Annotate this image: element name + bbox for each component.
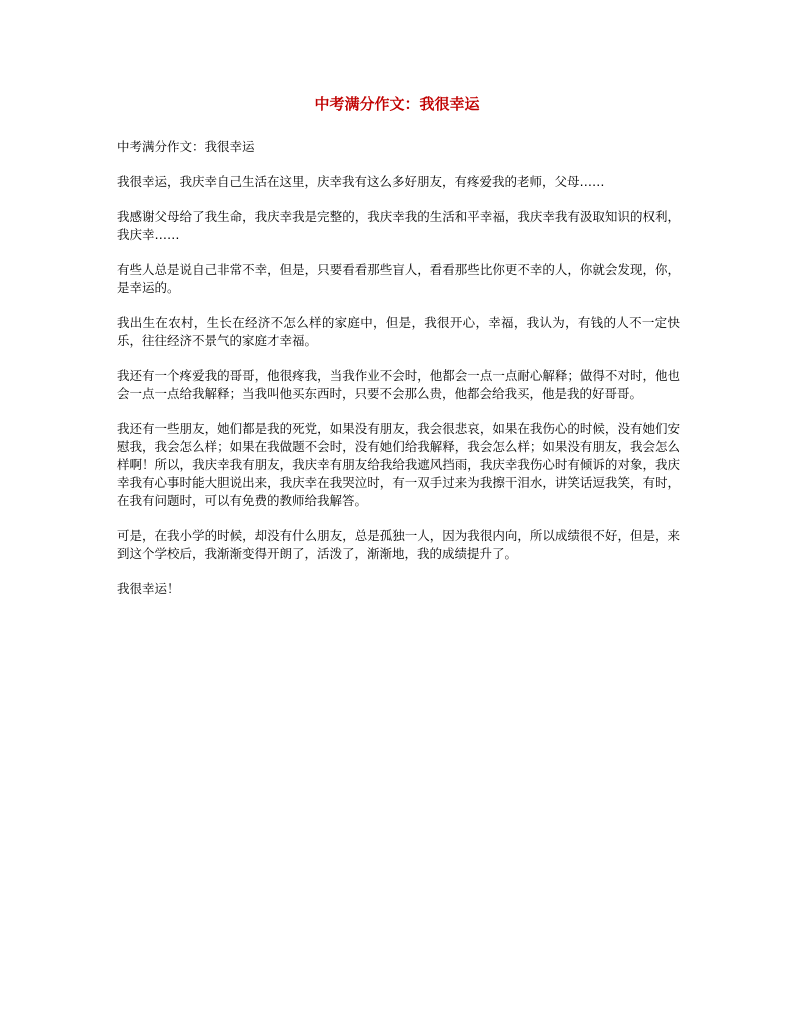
paragraph-4: 我出生在农村，生长在经济不怎么样的家庭中，但是，我很开心，幸福，我认为，有钱的人不一定快乐，往往经济不景气的家庭才幸福。 [117, 315, 680, 348]
page-title: 中考满分作文：我很幸运 [314, 95, 480, 113]
closing-paragraph: 我很幸运！ [117, 581, 180, 596]
paragraph-7: 可是，在我小学的时候，却没有什么朋友，总是孤独一人，因为我很内向，所以成绩很不好，但是，来到这个学校后，我渐渐变得开朗了，活泼了，渐渐地，我的成绩提升了。 [117, 528, 680, 561]
paragraph-3: 有些人总是说自己非常不幸，但是，只要看看那些盲人，看看那些比你更不幸的人，你就会发现，你，是幸运的。 [117, 262, 680, 295]
paragraph-5: 我还有一个疼爱我的哥哥，他很疼我，当我作业不会时，他都会一点一点耐心解释；做得不对时，他也会一点一点给我解释；当我叫他买东西时，只要不会那么贵，他都会给我买，他是我的好哥哥。 [117, 368, 680, 401]
paragraph-6: 我还有一些朋友，她们都是我的死党，如果没有朋友，我会很悲哀，如果在我伤心的时候，没有她们安慰我，我会怎么样；如果在我做题不会时，没有她们给我解释，我会怎么样；如果没有朋友，我会怎么样啊！所以，我庆幸我有朋友，我庆幸有朋友给我给我遮风挡雨，我庆幸我伤心时有倾诉的对象，我庆幸我有心事时能大胆说出来，我庆幸在我哭泣时，有一双手过来为我擦干泪水，讲笑话逗我笑，有时，在我有问题时，可以有免费的教师给我解答。 [117, 421, 680, 508]
article-body [117, 138, 680, 615]
paragraph-2: 我感谢父母给了我生命，我庆幸我是完整的，我庆幸我的生活和平幸福，我庆幸我有汲取知识的权利，我庆幸…… [117, 209, 680, 242]
subtitle-paragraph: 中考满分作文：我很幸运 [117, 139, 255, 154]
paragraph-1: 我很幸运，我庆幸自己生活在这里，庆幸我有这么多好朋友，有疼爱我的老师，父母…… [117, 174, 605, 189]
